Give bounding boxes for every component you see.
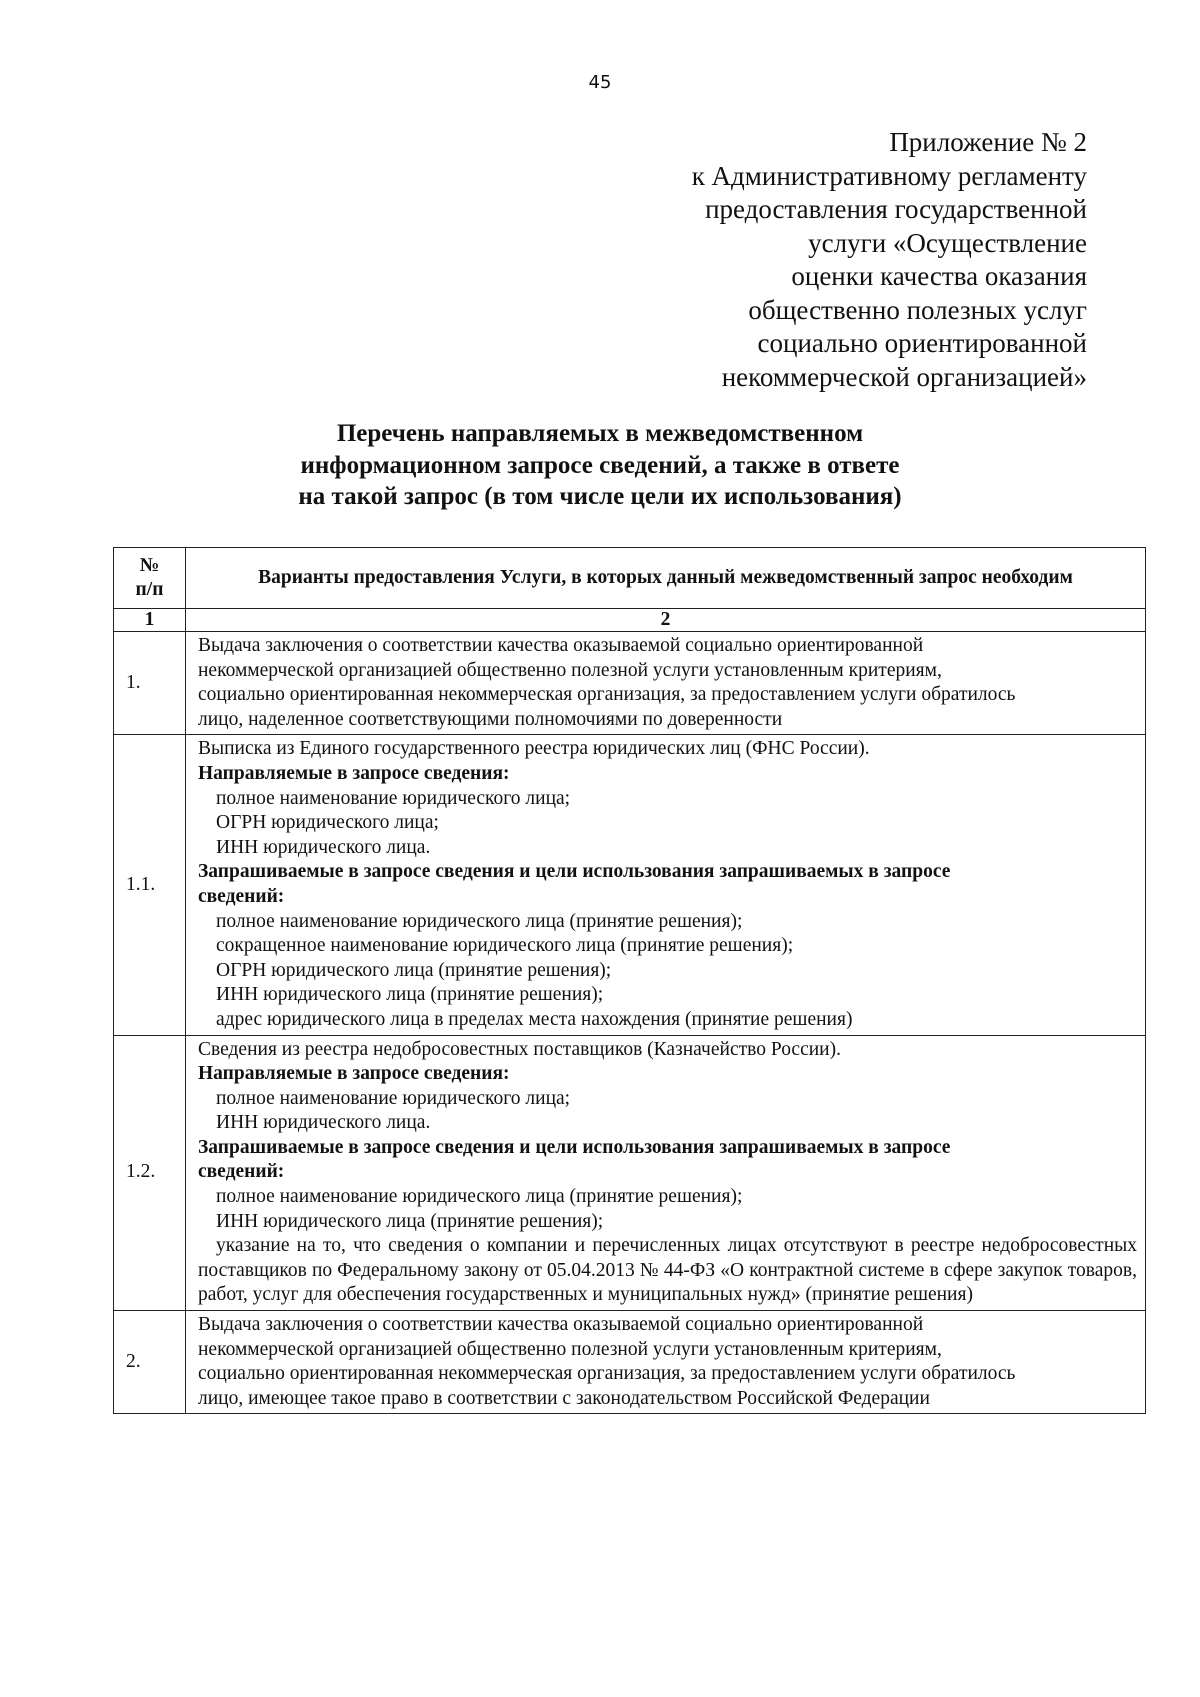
requested-data-item: ИНН юридического лица (принятие решения); <box>216 984 604 1006</box>
sent-data-item: ИНН юридического лица. <box>216 1112 431 1134</box>
sent-data-heading: Направляемые в запросе сведения: <box>198 1063 510 1085</box>
row-text-line: социально ориентированная некоммерческая организация, за предоставлением услуги обратилось <box>198 684 1016 706</box>
row-text-line: социально ориентированная некоммерческая организация, за предоставлением услуги обратилось <box>198 1363 1016 1385</box>
requests-table <box>113 547 1146 1414</box>
row-number: 1. <box>114 632 186 735</box>
header-number-label: п/п <box>135 579 164 600</box>
sent-data-heading: Направляемые в запросе сведения: <box>198 762 510 784</box>
header-variants-cell: Варианты предоставления Услуги, в которых данный межведомственный запрос необходим <box>186 548 1146 609</box>
sent-data-item: ОГРН юридического лица; <box>216 812 439 834</box>
column-index-1: 1 <box>114 609 186 632</box>
requested-data-item: адрес юридического лица в пределах места нахождения (принятие решения) <box>216 1008 853 1030</box>
appendix-line: оценки качества оказания <box>791 261 1087 291</box>
row-text-line: некоммерческой организацией общественно полезной услуги установленным критериям, <box>198 1338 942 1360</box>
row-text-line: лицо, имеющее такое право в соответствии с законодательством Российской Федерации <box>198 1387 930 1409</box>
title-line: информационном запросе сведений, а также в ответе <box>300 451 900 479</box>
table-row <box>114 1311 1146 1414</box>
header-number-cell <box>114 548 186 609</box>
requested-data-heading-cont: сведений: <box>198 1161 285 1183</box>
row-number: 1.2. <box>114 1035 186 1311</box>
appendix-line: Приложение № 2 <box>889 127 1087 157</box>
row-text-line: лицо, наделенное соответствующими полномочиями по доверенности <box>198 708 783 730</box>
column-index-2: 2 <box>186 609 1146 632</box>
row-text <box>186 1035 1146 1311</box>
appendix-line: предоставления государственной <box>705 194 1087 224</box>
requested-data-paragraph: указание на то, что сведения о компании и перечисленных лицах отсутствуют в реестре недобросовестных поставщиков по Федеральному закону от 05.04.2013 № 44-ФЗ «О контрактной системе в сфере закупок товаров, работ, услуг для обеспечения государственных и муниципальных нужд» (принятие решения) <box>198 1235 1137 1306</box>
requested-data-item: ОГРН юридического лица (принятие решения); <box>216 959 612 981</box>
row-text <box>186 1311 1146 1414</box>
appendix-line: некоммерческой организацией» <box>721 361 1087 392</box>
header-number-symbol: № <box>139 555 160 576</box>
appendix-line: общественно полезных услуг <box>748 294 1087 325</box>
row-text-line: некоммерческой организацией общественно полезной услуги установленным критериям, <box>198 659 942 681</box>
row-number: 2. <box>114 1311 186 1414</box>
title-line: Перечень направляемых в межведомственном <box>336 420 864 447</box>
requested-data-heading: Запрашиваемые в запросе сведения и цели использования запрашиваемых в запросе <box>198 861 951 883</box>
appendix-reference <box>527 126 1087 394</box>
document-title <box>0 418 1200 513</box>
requested-data-heading-cont: сведений: <box>198 885 285 907</box>
sent-data-item: полное наименование юридического лица; <box>216 787 571 809</box>
sent-data-item: полное наименование юридического лица; <box>216 1087 571 1109</box>
row-text <box>186 735 1146 1035</box>
table-row <box>114 632 1146 735</box>
row-number: 1.1. <box>114 735 186 1035</box>
row-intro: Сведения из реестра недобросовестных поставщиков (Казначейство России). <box>198 1038 841 1060</box>
column-index-row <box>114 609 1146 632</box>
appendix-line: социально ориентированной <box>757 328 1087 358</box>
row-text-line: Выдача заключения о соответствии качества оказываемой социально ориентированной <box>198 1314 924 1336</box>
row-text-line: Выдача заключения о соответствии качества оказываемой социально ориентированной <box>198 635 924 656</box>
requested-data-item: полное наименование юридического лица (принятие решения); <box>216 1186 743 1208</box>
table-row <box>114 735 1146 1035</box>
requested-data-heading: Запрашиваемые в запросе сведения и цели использования запрашиваемых в запросе <box>198 1136 951 1158</box>
title-line: на такой запрос (в том числе цели их использования) <box>298 483 902 510</box>
table-row <box>114 1035 1146 1311</box>
appendix-line: услуги «Осуществление <box>808 227 1087 258</box>
row-text <box>186 632 1146 735</box>
table-header-row <box>114 548 1146 609</box>
sent-data-item: ИНН юридического лица. <box>216 836 431 858</box>
requested-data-item: ИНН юридического лица (принятие решения); <box>216 1210 604 1232</box>
page-number: 45 <box>588 72 612 93</box>
requested-data-item: полное наименование юридического лица (принятие решения); <box>216 910 743 932</box>
requested-data-item: сокращенное наименование юридического лица (принятие решения); <box>216 935 794 957</box>
row-intro: Выписка из Единого государственного реестра юридических лиц (ФНС России). <box>198 738 870 760</box>
appendix-line: к Административному регламенту <box>691 160 1087 191</box>
